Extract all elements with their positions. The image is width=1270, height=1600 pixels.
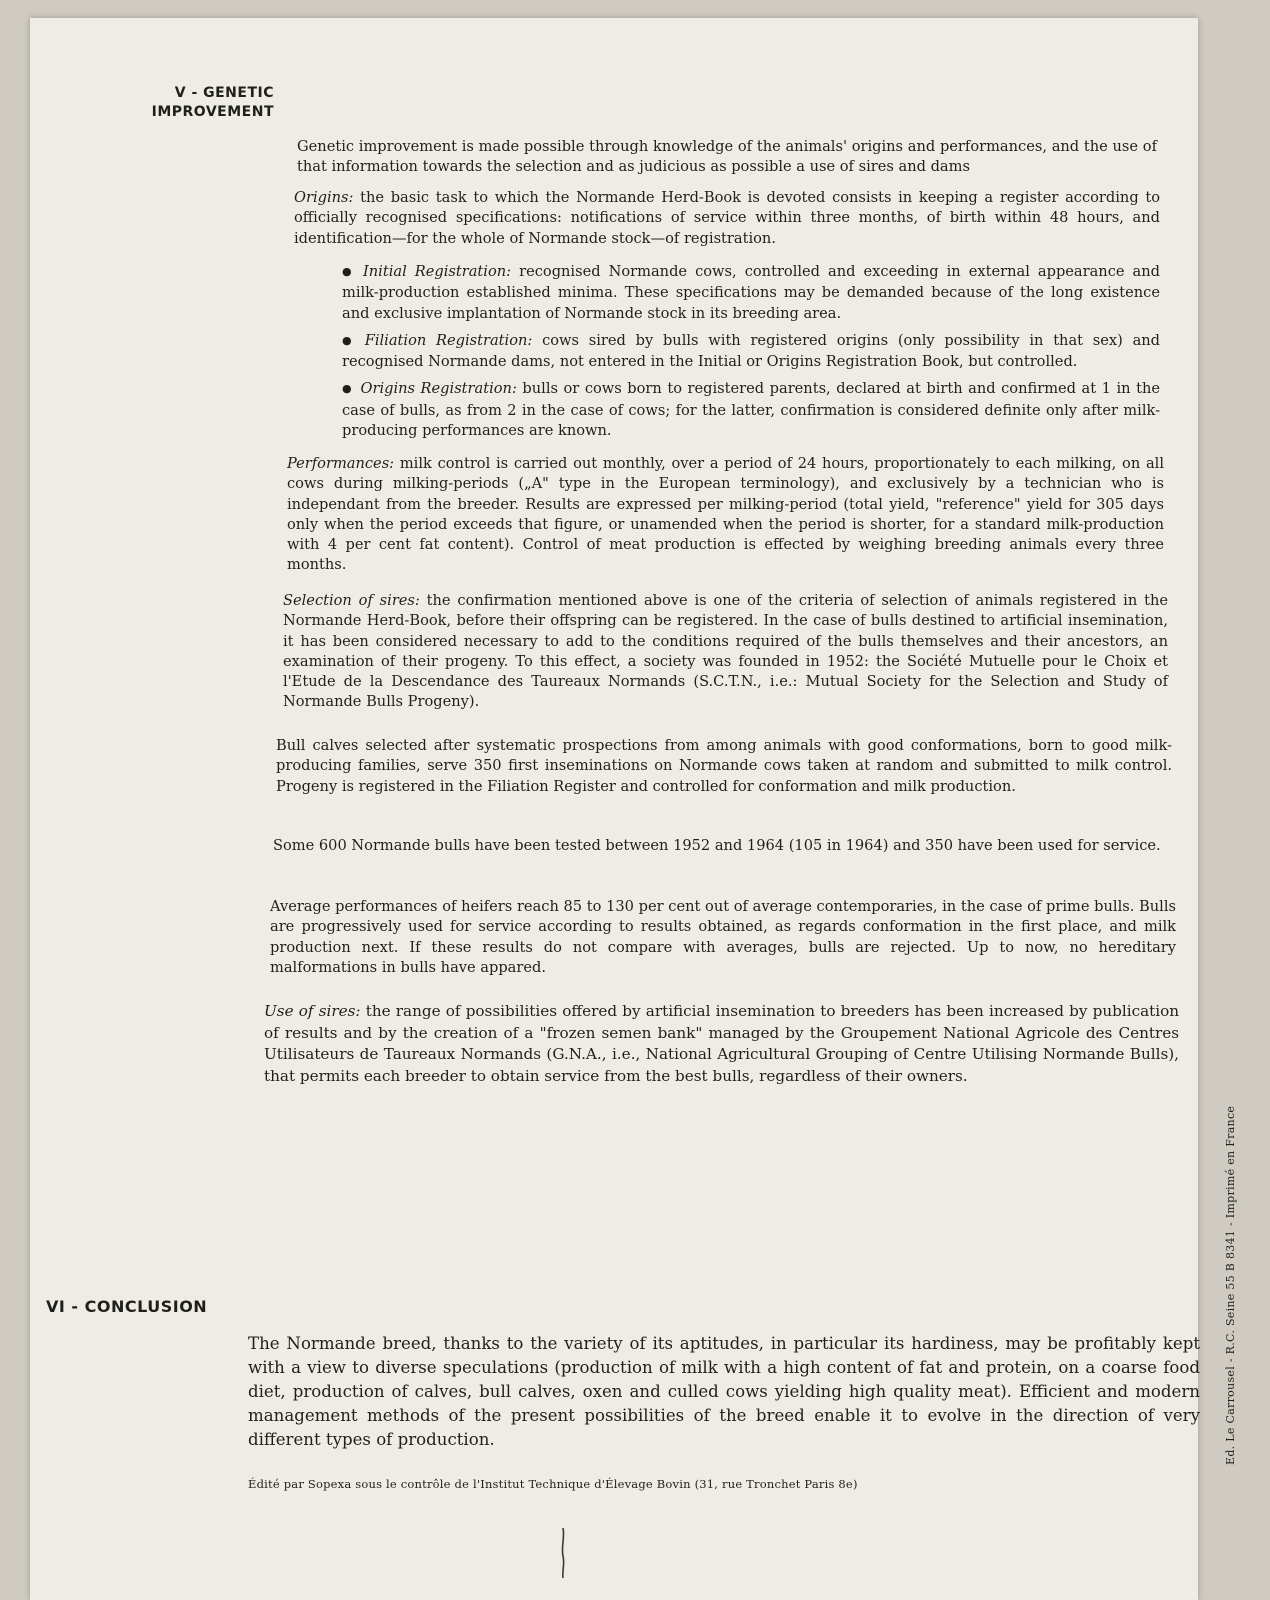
bulls-tested-paragraph	[273, 836, 1173, 867]
performances-text	[287, 454, 1164, 576]
use-of-sires-lead: Use of sires:	[264, 1002, 361, 1020]
bullet-origins-registration	[342, 379, 1160, 441]
average-performances-text: Average performances of heifers reach 85 to 130 per cent out of average contemporaries, in the case of prime bulls. Bulls are progressively used for service according to results obtained, as regards conformation in the first place, and milk production next. If these results do not compare with averages, bulls are rejected. Up to now, no hereditary malformations in bulls have appared.	[270, 898, 1176, 976]
genetic-intro-text: Genetic improvement is made possible through knowledge of the animals' origins and performances, and the use of that information towards the selection and as judicious as possible a use of sires and dams	[297, 138, 1157, 176]
origins-paragraph	[294, 188, 1160, 260]
bullet-lead: Filiation Registration:	[364, 331, 533, 349]
bullet-lead: Origins Registration:	[360, 380, 517, 398]
bullet-body: bulls or cows born to registered parents, declared at birth and confirmed at 1 in the case of bulls, as from 2 in the case of cows; for the latter, confirmation is considered definite only after milk-producing performances are known.	[342, 380, 1160, 440]
section-v-heading-line1: V - GENETIC	[174, 85, 274, 101]
conclusion-paragraph	[248, 1332, 1200, 1463]
bullet-lead: Initial Registration:	[363, 263, 512, 280]
selection-text	[283, 591, 1168, 713]
selection-body: the confirmation mentioned above is one of the criteria of selection of animals registered in the Normande Herd-Book, before their offspring can be registered. In the case of bulls destined to artificial insemination, it has been considered necessary to add to the conditions required of the bulls themselves and their ancestors, an examination of their progeny. To this effect, a society was founded in 1952: the Société Mutuelle pour le Choix et l'Etude de la Descendance des Taureaux Normands (S.C.T.N., i.e.: Mutual Society for the Selection and Study of Normande Bulls Progeny).	[283, 592, 1168, 711]
bullet-body: recognised Normande cows, controlled and exceeding in external appearance and milk-production established minima. These specifications may be demanded because of the long existence and exclusive implantation of Normande stock in its breeding area.	[342, 263, 1160, 322]
average-performances-paragraph	[270, 897, 1176, 989]
bulls-tested-text: Some 600 Normande bulls have been tested between 1952 and 1964 (105 in 1964) and 350 have been used for service.	[273, 837, 1161, 854]
conclusion-text: The Normande breed, thanks to the variety of its aptitudes, in particular its hardiness, may be profitably kept with a view to diverse speculations (production of milk with a high content of fat and protein, on a coarse food diet, production of calves, bull calves, oxen and culled cows yielding high quality meat). Efficient and modern management methods of the present possibilities of the breed enable it to evolve in the direction of very different types of production.	[248, 1334, 1200, 1449]
side-imprint: Ed. Le Carrousel - R.C. Seine 55 B 8341 - Imprimé en France	[1224, 1105, 1237, 1465]
performances-paragraph	[287, 454, 1164, 587]
bullet-initial-registration	[342, 262, 1160, 324]
performances-body: milk control is carried out monthly, over a period of 24 hours, proportionately to each milking, on all cows during milking-periods („A" type in the European terminology), and exclusively by a technician who is independant from the breeder. Results are expressed per milking-period (total yield, "reference" yield for 305 days only when the period exceeds that figure, or unamended when the period is shorter, for a standard milk-production with 4 per cent fat content). Control of meat production is effected by weighing breeding animals every three months.	[287, 455, 1164, 574]
bullet-filiation-registration	[342, 331, 1160, 373]
bull-calves-paragraph	[276, 736, 1172, 808]
use-of-sires-body: the range of possibilities offered by artificial insemination to breeders has been increased by publication of results and by the creation of a "frozen semen bank" managed by the Groupement National Agricole des Centres Utilisateurs de Taureaux Normands (G.N.A., i.e., National Agricultural Grouping of Centre Utilising Normande Bulls), that permits each breeder to obtain service from the best bulls, regardless of their owners.	[264, 1002, 1180, 1085]
use-of-sires-paragraph	[264, 1001, 1179, 1098]
publisher-footer: Édité par Sopexa sous le contrôle de l'Institut Technique d'Élevage Bovin (31, rue Tronchet Paris 8e)	[248, 1477, 858, 1491]
section-vi-heading: VI - CONCLUSION	[46, 1297, 208, 1316]
bullet-body: cows sired by bulls with registered origins (only possibility in that sex) and recognised Normande dams, not entered in the Initial or Origins Registration Book, but controlled.	[342, 331, 1161, 371]
section-v-heading	[120, 84, 274, 122]
registration-bullet-list	[342, 262, 1160, 448]
selection-lead: Selection of sires:	[283, 592, 420, 609]
paper-tear-mark	[560, 1528, 566, 1578]
genetic-intro-paragraph	[297, 137, 1157, 189]
origins-text	[294, 188, 1160, 249]
selection-of-sires-paragraph	[283, 591, 1168, 724]
origins-body: the basic task to which the Normande Herd-Book is devoted consists in keeping a register according to officially recognised specifications: notifications of service within three months, of birth within 48 hours, and identification—for the whole of Normande stock—of registration.	[294, 189, 1160, 247]
performances-lead: Performances:	[287, 455, 395, 472]
bull-calves-text: Bull calves selected after systematic prospections from among animals with good conformations, born to good milk-producing families, serve 350 first inseminations on Normande cows taken at random and submitted to milk control. Progeny is registered in the Filiation Register and controlled for conformation and milk production.	[276, 737, 1172, 795]
use-of-sires-text	[264, 1001, 1179, 1087]
origins-lead: Origins:	[294, 189, 354, 206]
section-v-heading-line2: IMPROVEMENT	[151, 104, 274, 120]
